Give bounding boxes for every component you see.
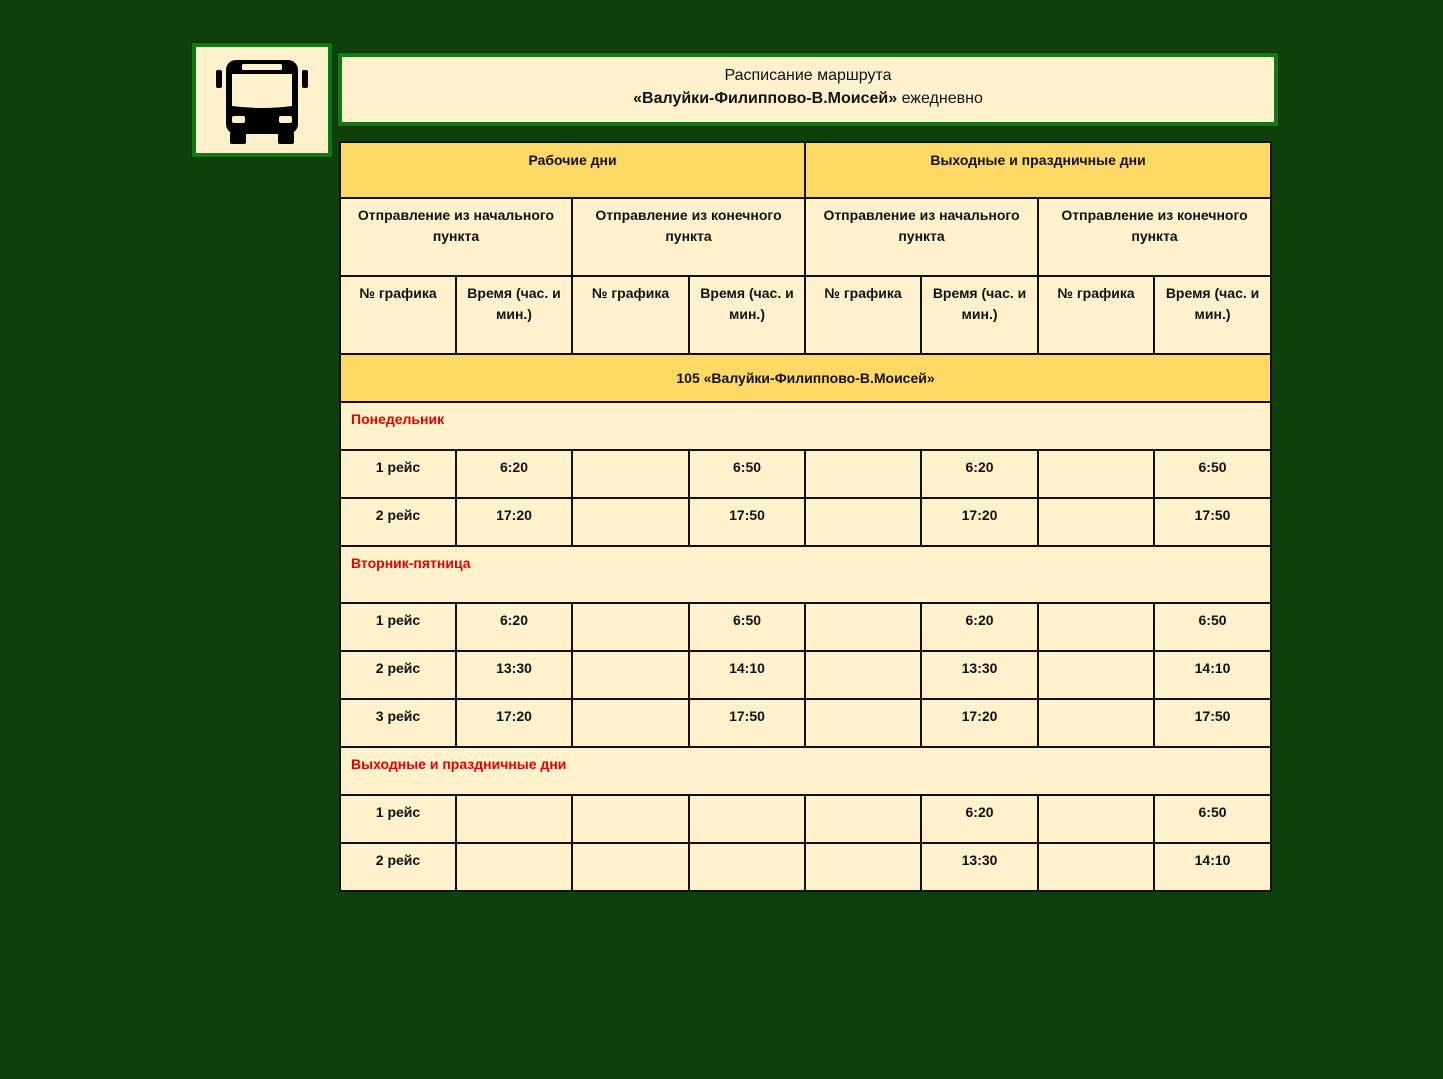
table-cell (1038, 498, 1154, 546)
title-line2 (342, 87, 1274, 110)
table-cell: 17:50 (1154, 699, 1271, 747)
bus-icon-box (192, 43, 332, 157)
table-cell (1038, 651, 1154, 699)
table-row (340, 651, 1271, 699)
col-time-header: Время (час. и мин.) (921, 276, 1038, 354)
table-row (340, 603, 1271, 651)
title-suffix: ежедневно (897, 90, 983, 107)
table-row (340, 450, 1271, 498)
table-cell (1038, 795, 1154, 843)
table-cell (805, 450, 921, 498)
table-cell (1038, 843, 1154, 891)
col-time-header: Время (час. и мин.) (689, 276, 805, 354)
table-cell (1038, 699, 1154, 747)
table-cell: 6:50 (689, 450, 805, 498)
section-title: Понедельник (340, 402, 1271, 450)
col-schedule-header: № графика (805, 276, 921, 354)
table-cell: 13:30 (456, 651, 572, 699)
table-row (340, 699, 1271, 747)
trip-label: 2 рейс (340, 843, 456, 891)
table-cell: 17:50 (689, 699, 805, 747)
table-cell (1038, 450, 1154, 498)
bus-icon (216, 58, 308, 144)
trip-label: 1 рейс (340, 795, 456, 843)
header-row-directions (340, 198, 1271, 276)
trip-label: 3 рейс (340, 699, 456, 747)
schedule-body (340, 142, 1271, 891)
section-row (340, 747, 1271, 795)
direction-header: Отправление из начального пункта (340, 198, 572, 276)
table-cell (572, 450, 689, 498)
table-cell: 14:10 (1154, 651, 1271, 699)
table-cell: 17:20 (921, 498, 1038, 546)
table-cell (572, 651, 689, 699)
table-cell: 13:30 (921, 651, 1038, 699)
schedule-table (339, 141, 1272, 892)
table-cell: 6:50 (689, 603, 805, 651)
direction-header: Отправление из начального пункта (805, 198, 1038, 276)
trip-label: 2 рейс (340, 498, 456, 546)
table-cell: 6:50 (1154, 450, 1271, 498)
table-cell: 6:20 (921, 795, 1038, 843)
table-cell (1038, 603, 1154, 651)
table-cell (572, 498, 689, 546)
table-cell (689, 795, 805, 843)
table-cell (805, 699, 921, 747)
title-route: «Валуйки-Филиппово-В.Моисей» (633, 90, 898, 107)
group-weekdays: Рабочие дни (340, 142, 805, 198)
table-cell: 6:20 (921, 603, 1038, 651)
table-cell: 13:30 (921, 843, 1038, 891)
direction-header: Отправление из конечного пункта (1038, 198, 1271, 276)
header-row-groups (340, 142, 1271, 198)
col-schedule-header: № графика (572, 276, 689, 354)
schedule-title (338, 53, 1278, 126)
table-cell: 14:10 (689, 651, 805, 699)
col-schedule-header: № графика (1038, 276, 1154, 354)
table-cell: 17:20 (921, 699, 1038, 747)
table-cell (805, 795, 921, 843)
trip-label: 1 рейс (340, 450, 456, 498)
route-name: 105 «Валуйки-Филиппово-В.Моисей» (340, 354, 1271, 402)
table-cell (805, 843, 921, 891)
trip-label: 1 рейс (340, 603, 456, 651)
table-cell: 6:50 (1154, 603, 1271, 651)
table-cell (456, 795, 572, 843)
table-cell (805, 651, 921, 699)
group-weekends: Выходные и праздничные дни (805, 142, 1271, 198)
table-cell (456, 843, 572, 891)
section-title: Вторник-пятница (340, 546, 1271, 603)
table-cell: 17:20 (456, 498, 572, 546)
direction-header: Отправление из конечного пункта (572, 198, 805, 276)
table-cell: 6:50 (1154, 795, 1271, 843)
table-cell (572, 699, 689, 747)
table-cell (805, 498, 921, 546)
section-title: Выходные и праздничные дни (340, 747, 1271, 795)
table-cell: 17:50 (1154, 498, 1271, 546)
col-time-header: Время (час. и мин.) (456, 276, 572, 354)
col-schedule-header: № графика (340, 276, 456, 354)
table-cell: 17:50 (689, 498, 805, 546)
table-row (340, 843, 1271, 891)
table-cell (689, 843, 805, 891)
col-time-header: Время (час. и мин.) (1154, 276, 1271, 354)
table-cell (572, 843, 689, 891)
table-cell (805, 603, 921, 651)
table-cell (572, 603, 689, 651)
table-cell: 17:20 (456, 699, 572, 747)
table-row (340, 498, 1271, 546)
table-cell (572, 795, 689, 843)
trip-label: 2 рейс (340, 651, 456, 699)
table-cell: 14:10 (1154, 843, 1271, 891)
title-line1: Расписание маршрута (724, 67, 892, 84)
table-cell: 6:20 (456, 450, 572, 498)
table-cell: 6:20 (921, 450, 1038, 498)
header-row-columns (340, 276, 1271, 354)
table-row (340, 795, 1271, 843)
route-row (340, 354, 1271, 402)
section-row (340, 402, 1271, 450)
table-cell: 6:20 (456, 603, 572, 651)
section-row (340, 546, 1271, 603)
